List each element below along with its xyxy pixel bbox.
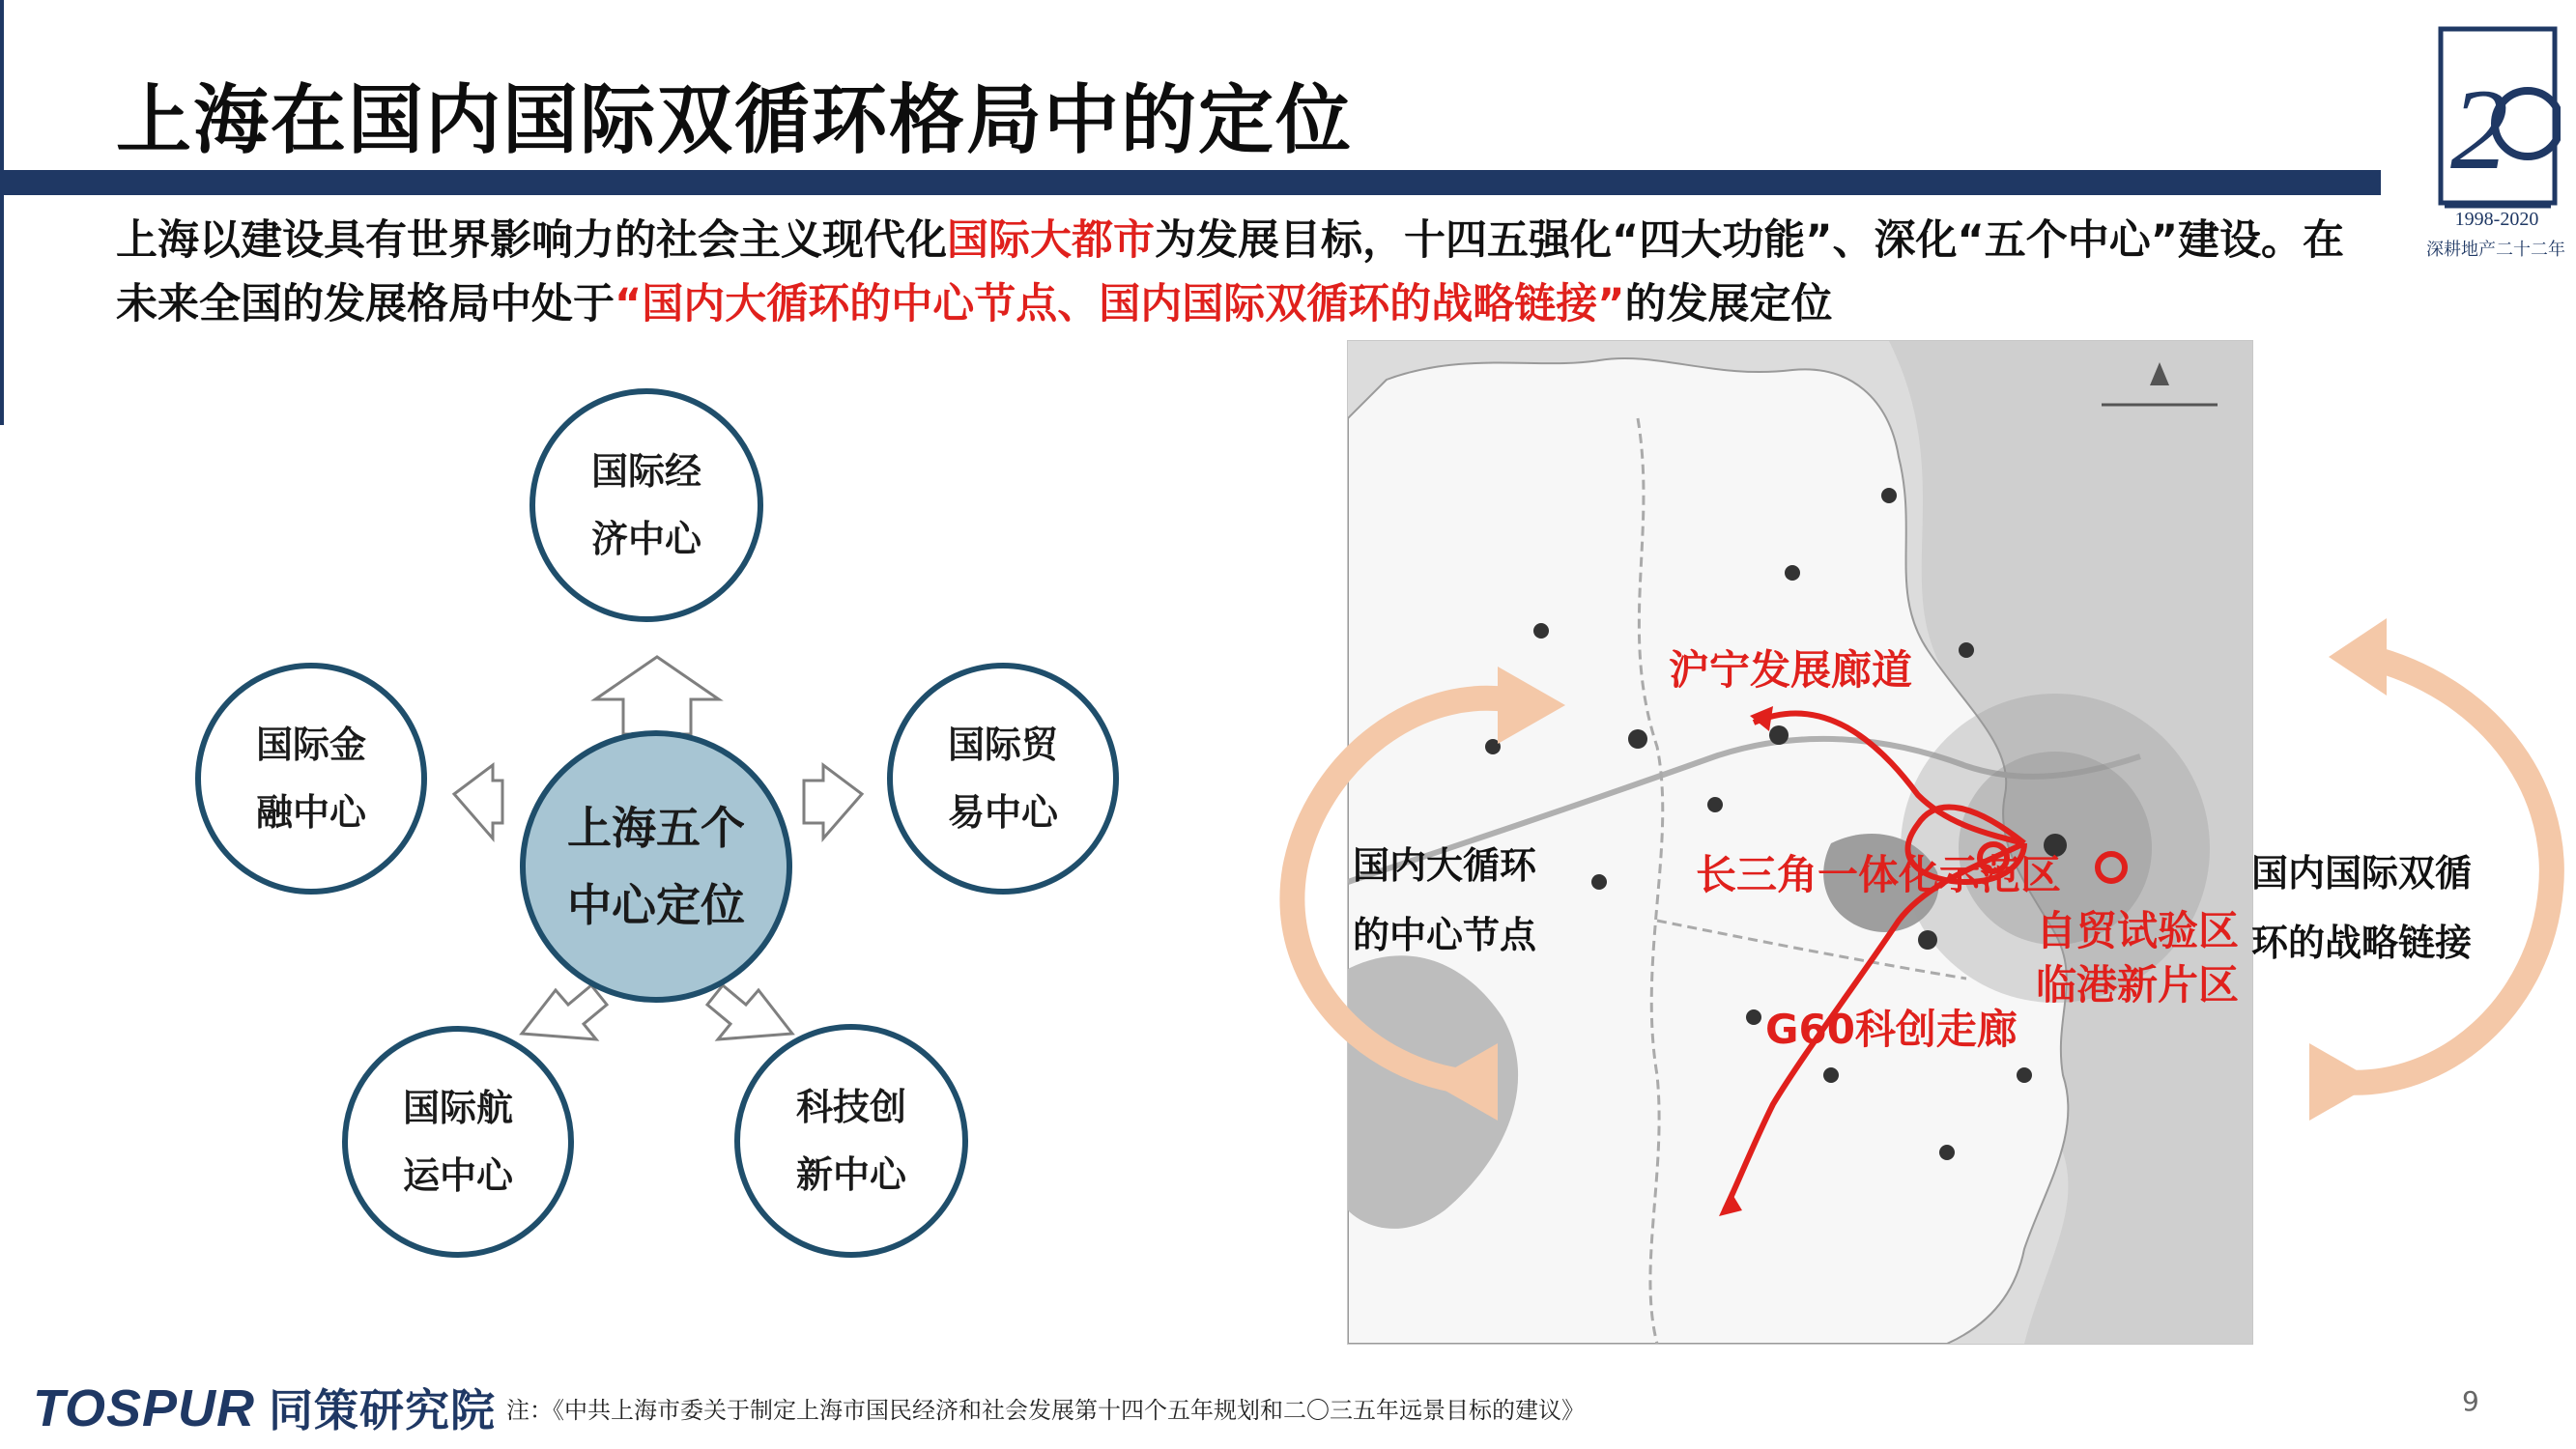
intro-text-2: 为发展目标，十四五强化“四大功能”、深化“五个中心”建设。在未来全国的发展格局中处于	[116, 216, 2345, 328]
arrow-left-icon	[454, 765, 502, 838]
label-demo-zone: 长三角一体化示范区	[1696, 851, 2062, 898]
node-shipping-center: 国际航 运中心	[342, 1026, 574, 1258]
label-ftz: 自贸试验区	[2036, 907, 2240, 954]
left-circle-label: 国内大循环 的中心节点	[1353, 844, 1537, 956]
label-g60-corridor: G60科创走廊	[1765, 1006, 2018, 1053]
intro-highlight-2: “国内大循环的中心节点、国内国际双循环的战略链接”	[615, 280, 1625, 328]
logo-caption: 深耕地产二十二年	[2426, 240, 2565, 260]
node-finance-center: 国际金 融中心	[195, 663, 427, 895]
footer-note: 注：《中共上海市委关于制定上海市国民经济和社会发展第十四个五年规划和二〇三五年远景目标的建议》	[506, 1397, 1585, 1424]
svg-text:2: 2	[2450, 65, 2508, 193]
node-trade-center: 国际贸 易中心	[887, 663, 1119, 895]
arrow-down-left-icon	[522, 985, 607, 1039]
logo-years: 1998-2020	[2454, 209, 2539, 230]
page-number: 9	[2462, 1385, 2479, 1417]
center-node-shanghai: 上海五个 中心定位	[520, 730, 792, 1003]
page-title: 上海在国内国际双循环格局中的定位	[116, 77, 1354, 164]
arrow-up-icon	[595, 657, 719, 734]
label-lingang: 临港新片区	[2036, 961, 2240, 1009]
arrow-right-icon	[804, 765, 862, 838]
intro-highlight-1: 国际大都市	[947, 216, 1155, 265]
label-huning-corridor: 沪宁发展廊道	[1669, 646, 1913, 694]
node-economic-center: 国际经 济中心	[530, 388, 763, 622]
arrow-down-right-icon	[707, 985, 792, 1039]
right-circle-label: 国内国际双循 环的战略链接	[2251, 852, 2473, 964]
intro-text-3: 的发展定位	[1624, 280, 1833, 328]
intro-text-1: 上海以建设具有世界影响力的社会主义现代化	[116, 216, 947, 265]
node-innovation-center: 科技创 新中心	[734, 1024, 968, 1258]
tospur-logo: TOSPUR 同策研究院	[33, 1379, 497, 1437]
